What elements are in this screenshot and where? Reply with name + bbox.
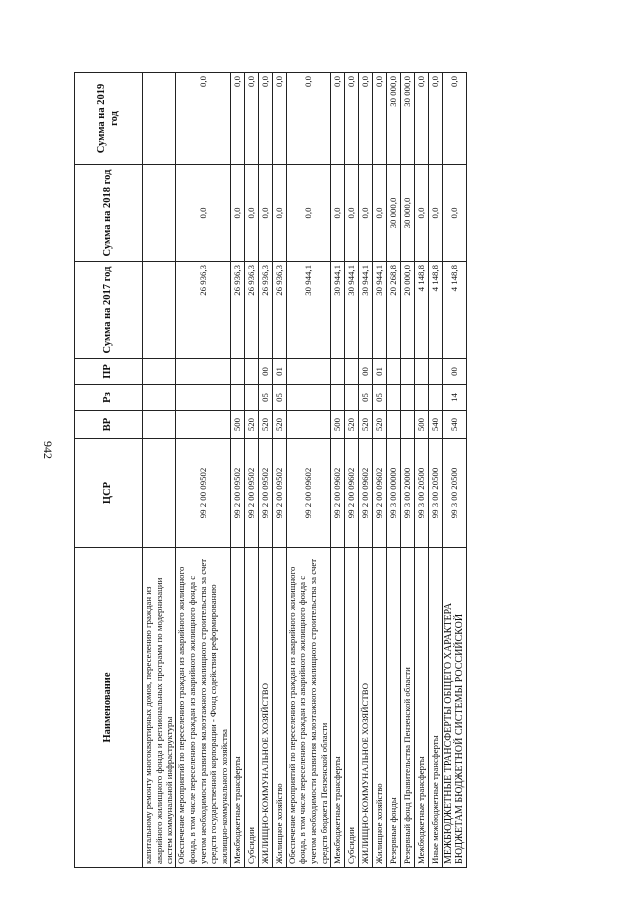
cell-csr: 99 2 00 09502 [244,439,258,548]
table-row [272,73,286,868]
table-row [244,73,258,868]
cell-pr [344,359,358,385]
header-csr: ЦСР [75,439,143,548]
cell-name: Субсидии [244,548,258,868]
header-name: Наименование [75,548,143,868]
cell-vr: 520 [344,411,358,439]
cell-rz [244,385,258,411]
page-number: 942 [41,441,55,459]
budget-table [74,72,467,868]
cell-csr: 99 2 00 09502 [272,439,286,548]
cell-sum-2018: 0,0 [372,165,386,262]
cell-vr: 520 [272,411,286,439]
cell-pr [143,359,176,385]
cell-name: капитальному ремонту многоквартирных домов, переселению граждан из аварийного жилищного фонда и регииональных программ по модернизации систем коммунальной инфраструктуры [143,548,176,868]
cell-pr [330,359,344,385]
header-sum-2017: Сумма на 2017 год [75,262,143,359]
cell-pr: 01 [272,359,286,385]
cell-sum-2017: 20 000,0 [400,262,414,359]
cell-pr [230,359,244,385]
cell-sum-2017: 4 148,8 [414,262,428,359]
cell-sum-2019 [143,73,176,165]
cell-rz [386,385,400,411]
cell-rz: 05 [258,385,272,411]
table-row [143,73,176,868]
cell-name: Обеспечение мероприятий по переселению граждан из аварийного жилищного фонда, в том числе переселению граждан из аварийного жилищного фонда с учетом необходимости развития малоэтажного жилищного строительства за счет средств государственной корпорации - Фонд содействия реформированию жилищно-коммунального хозяйства [176,548,231,868]
cell-sum-2019: 0,0 [344,73,358,165]
cell-sum-2019: 0,0 [358,73,372,165]
header-rz: Рз [75,385,143,411]
cell-rz: 05 [272,385,286,411]
cell-rz: 05 [372,385,386,411]
cell-vr: 500 [330,411,344,439]
cell-rz [230,385,244,411]
cell-sum-2017: 26 936,3 [272,262,286,359]
cell-sum-2017: 4 148,8 [442,262,466,359]
cell-sum-2019: 0,0 [428,73,442,165]
cell-csr: 99 2 00 09602 [344,439,358,548]
cell-sum-2018 [143,165,176,262]
table-row [428,73,442,868]
table-row [258,73,272,868]
cell-vr: 520 [258,411,272,439]
cell-name: Обеспечение мероприятий по переселению граждан из аварийного жилищного фонда, в том числе переселению граждан из аварийного жилищного фонда с учетом необходимости развития малоэтажного жилищного строительства за счет средств бюджета Пензенской области [286,548,330,868]
cell-name: ЖИЛИЩНО-КОММУНАЛЬНОЕ ХОЗЯЙСТВО [258,548,272,868]
cell-pr [428,359,442,385]
cell-csr: 99 2 00 09602 [286,439,330,548]
cell-rz [400,385,414,411]
header-pr: ПР [75,359,143,385]
cell-sum-2019: 0,0 [258,73,272,165]
table-body [143,73,467,868]
cell-sum-2019: 0,0 [230,73,244,165]
cell-pr [244,359,258,385]
cell-sum-2019: 30 000,0 [400,73,414,165]
cell-sum-2018: 0,0 [286,165,330,262]
cell-csr: 99 2 00 09602 [330,439,344,548]
cell-sum-2017: 30 944,1 [372,262,386,359]
cell-vr [176,411,231,439]
cell-sum-2018: 0,0 [230,165,244,262]
cell-sum-2018: 0,0 [442,165,466,262]
cell-vr: 500 [230,411,244,439]
cell-vr: 520 [244,411,258,439]
cell-sum-2017 [143,262,176,359]
cell-sum-2018: 0,0 [344,165,358,262]
table-row [442,73,466,868]
cell-sum-2019: 0,0 [414,73,428,165]
cell-name: Жилищное хозяйство [272,548,286,868]
cell-sum-2018: 0,0 [272,165,286,262]
cell-csr: 99 3 00 20500 [428,439,442,548]
table-row [286,73,330,868]
cell-vr: 540 [428,411,442,439]
cell-rz [428,385,442,411]
cell-rz: 14 [442,385,466,411]
header-sum-2018: Сумма на 2018 год [75,165,143,262]
cell-vr: 520 [358,411,372,439]
cell-vr: 520 [372,411,386,439]
cell-sum-2018: 0,0 [414,165,428,262]
cell-name: Межбюджетные трансферты [330,548,344,868]
cell-sum-2018: 0,0 [428,165,442,262]
cell-sum-2019: 0,0 [272,73,286,165]
cell-sum-2019: 0,0 [372,73,386,165]
cell-pr [176,359,231,385]
cell-csr [143,439,176,548]
cell-sum-2017: 26 936,3 [258,262,272,359]
table-row [400,73,414,868]
cell-pr [414,359,428,385]
cell-vr [386,411,400,439]
cell-sum-2019: 0,0 [244,73,258,165]
cell-sum-2019: 0,0 [286,73,330,165]
cell-rz [286,385,330,411]
cell-csr: 99 2 00 09502 [230,439,244,548]
cell-name: Жилищное хозяйство [372,548,386,868]
cell-rz [176,385,231,411]
cell-sum-2018: 0,0 [244,165,258,262]
cell-csr: 99 3 00 20000 [400,439,414,548]
cell-name: Иные межбюджетные трансферты [428,548,442,868]
header-sum-2019: Сумма на 2019 год [75,73,143,165]
table-row [330,73,344,868]
cell-vr: 540 [442,411,466,439]
cell-sum-2017: 30 944,1 [344,262,358,359]
cell-csr: 99 3 00 00000 [386,439,400,548]
cell-sum-2017: 30 944,1 [358,262,372,359]
cell-pr: 00 [442,359,466,385]
cell-csr: 99 3 00 20500 [442,439,466,548]
table-row [176,73,231,868]
cell-sum-2017: 30 944,1 [286,262,330,359]
cell-rz [143,385,176,411]
cell-sum-2017: 26 936,3 [244,262,258,359]
cell-pr: 00 [358,359,372,385]
cell-rz [344,385,358,411]
cell-sum-2017: 4 148,8 [428,262,442,359]
cell-rz [414,385,428,411]
header-vr: ВР [75,411,143,439]
cell-name: Межбюджетные трансферты [230,548,244,868]
cell-name: Резервные фонды [386,548,400,868]
cell-sum-2017: 26 936,3 [230,262,244,359]
cell-sum-2017: 30 944,1 [330,262,344,359]
cell-sum-2018: 0,0 [176,165,231,262]
cell-name: ЖИЛИЩНО-КОММУНАЛЬНОЕ ХОЗЯЙСТВО [358,548,372,868]
cell-name: МЕЖБЮДЖЕТНЫЕ ТРАНСФЕРТЫ ОБЩЕГО ХАРАКТЕРА БЮДЖЕТАМ БЮДЖЕТНОЙ СИСТЕМЫ РОССИЙСКОЙ [442,548,466,868]
table-row [386,73,400,868]
cell-rz: 05 [358,385,372,411]
table-row [358,73,372,868]
cell-sum-2017: 20 268,8 [386,262,400,359]
cell-sum-2018: 30 000,0 [400,165,414,262]
table-row [230,73,244,868]
cell-name: Межбюджетные трансферты [414,548,428,868]
cell-sum-2019: 0,0 [176,73,231,165]
cell-vr [400,411,414,439]
cell-pr [386,359,400,385]
cell-vr: 500 [414,411,428,439]
budget-table-container [74,73,567,868]
cell-sum-2018: 30 000,0 [386,165,400,262]
cell-rz [330,385,344,411]
cell-csr: 99 2 00 09502 [176,439,231,548]
cell-csr: 99 3 00 20500 [414,439,428,548]
table-row [344,73,358,868]
cell-pr: 00 [258,359,272,385]
cell-csr: 99 2 00 09602 [372,439,386,548]
cell-sum-2018: 0,0 [330,165,344,262]
cell-name: Субсидии [344,548,358,868]
cell-name: Резервный фонд Правительства Пензенской области [400,548,414,868]
cell-sum-2019: 30 000,0 [386,73,400,165]
cell-sum-2019: 0,0 [442,73,466,165]
table-row [414,73,428,868]
cell-sum-2018: 0,0 [358,165,372,262]
cell-sum-2017: 26 936,3 [176,262,231,359]
cell-pr [286,359,330,385]
cell-csr: 99 2 00 09502 [258,439,272,548]
cell-pr: 01 [372,359,386,385]
cell-csr: 99 2 00 09602 [358,439,372,548]
cell-sum-2019: 0,0 [330,73,344,165]
cell-sum-2018: 0,0 [258,165,272,262]
cell-vr [286,411,330,439]
cell-vr [143,411,176,439]
cell-pr [400,359,414,385]
table-row [372,73,386,868]
